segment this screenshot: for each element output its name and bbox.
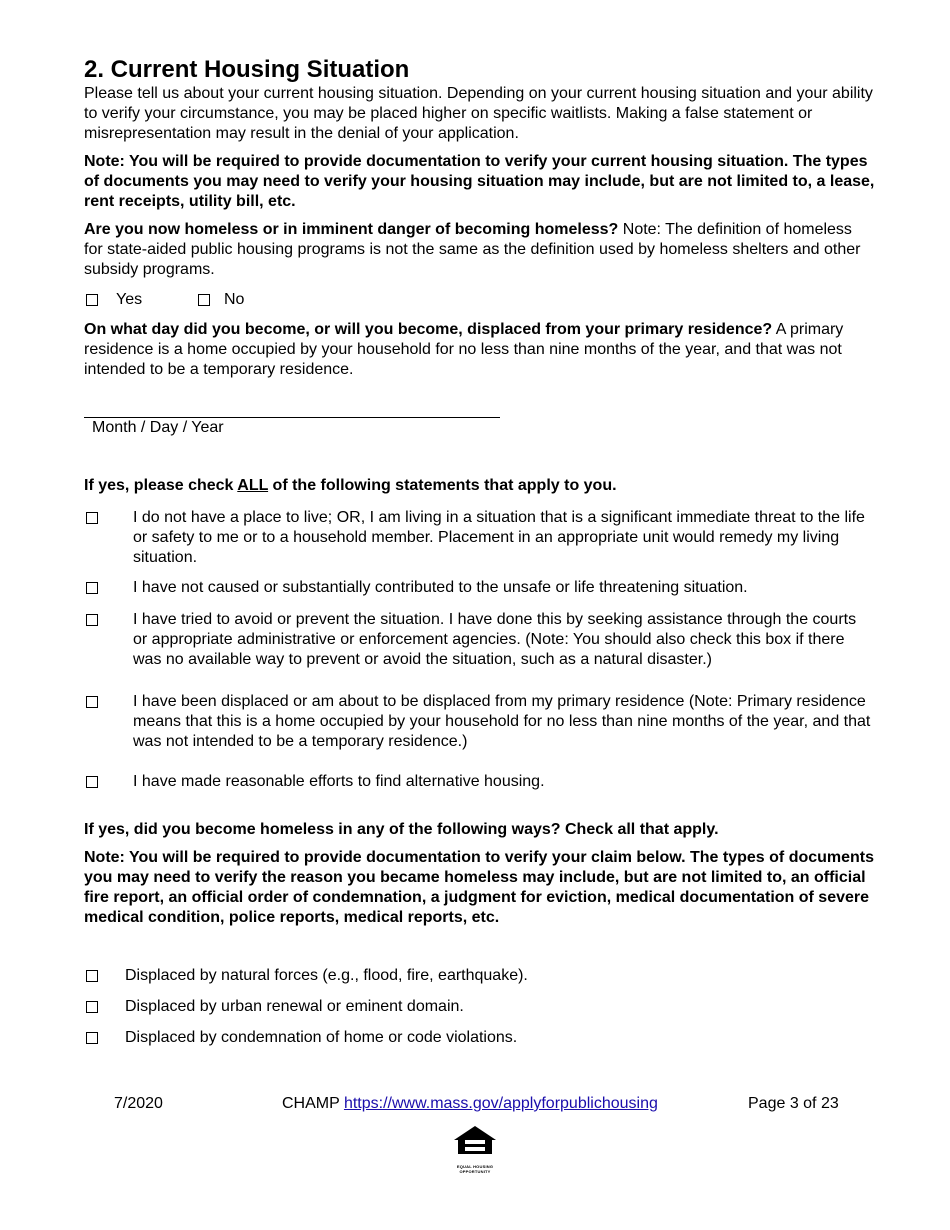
equal-housing-text: EQUAL HOUSING OPPORTUNITY <box>456 1164 494 1174</box>
no-checkbox[interactable] <box>198 294 210 306</box>
yes-label: Yes <box>116 291 143 308</box>
statement-checkbox-4[interactable] <box>86 696 98 708</box>
no-label: No <box>224 291 245 308</box>
statement-text-5: I have made reasonable efforts to find alternative housing. <box>133 773 545 790</box>
statement-text-1: I do not have a place to live; OR, I am living in a situation that is a significant immediate threat to the life or safety to me or to a household member. Placement in an appropriate unit would remedy my living situation. <box>133 509 865 566</box>
apply-public-housing-link[interactable]: https://www.mass.gov/applyforpublichousing <box>343 1095 658 1112</box>
statement-checkbox-5[interactable] <box>86 776 98 788</box>
homeless-question: Are you now homeless or in imminent danger of becoming homeless? Note: The definition of homeless for state-aided public housing programs is not the same as the definition used by homeless shelters and other subsidy programs. <box>84 221 861 278</box>
statement-text-3: I have tried to avoid or prevent the situation. I have done this by seeking assistance through the courts or appropriate administrative or enforcement agencies. (Note: You should also check this box if there was no available way to prevent or avoid the situation, such as a natural disaster.) <box>133 611 857 668</box>
footer-champ: CHAMP https://www.mass.gov/applyforpublichousing <box>282 1095 658 1112</box>
yes-checkbox[interactable] <box>86 294 98 306</box>
statement-checkbox-3[interactable] <box>86 614 98 626</box>
footer-page-number: Page 3 of 23 <box>748 1095 839 1112</box>
ways-documentation-note: Note: You will be required to provide documentation to verify your claim below. The types of documents you may need to verify the reason you became homeless may include, but are not limited to, an official fire report, an official order of condemnation, a judgment for eviction, medical documentation of severe medical condition, police reports, medical reports, etc. <box>84 849 875 926</box>
statement-text-2: I have not caused or substantially contributed to the unsafe or life threatening situation. <box>133 579 748 596</box>
displaced-question: On what day did you become, or will you become, displaced from your primary residence? A primary residence is a home occupied by your household for no less than nine months of the year, and that was not intended to be a temporary residence. <box>84 321 844 378</box>
date-label: Month / Day / Year <box>92 419 224 436</box>
way-text-urban-renewal: Displaced by urban renewal or eminent domain. <box>125 998 464 1015</box>
intro-text: Please tell us about your current housing situation. Depending on your current housing situation and your ability to verify your circumstance, you may be placed higher on specific waitlists. Making a false statement or misrepresentation may result in the denial of your application. <box>84 85 873 142</box>
way-checkbox-natural-forces[interactable] <box>86 970 98 982</box>
statement-checkbox-1[interactable] <box>86 512 98 524</box>
statement-checkbox-2[interactable] <box>86 582 98 594</box>
way-checkbox-condemnation[interactable] <box>86 1032 98 1044</box>
page-title: 2. Current Housing Situation <box>84 56 410 83</box>
statement-text-4: I have been displaced or am about to be displaced from my primary residence (Note: Primary residence means that this is a home occupied by your household for no less than nine months of the year, and that was not intended to be a temporary residence.) <box>133 693 871 750</box>
statements-heading: If yes, please check ALL of the following statements that apply to you. <box>84 477 617 494</box>
documentation-note: Note: You will be required to provide documentation to verify your current housing situation. The types of documents you may need to verify your housing situation may include, but are not limited to, a lease, rent receipts, utility bill, etc. <box>84 153 875 210</box>
way-checkbox-urban-renewal[interactable] <box>86 1001 98 1013</box>
way-text-natural-forces: Displaced by natural forces (e.g., flood, fire, earthquake). <box>125 967 528 984</box>
equal-housing-house-icon <box>450 1124 500 1158</box>
ways-heading: If yes, did you become homeless in any of the following ways? Check all that apply. <box>84 821 719 838</box>
way-text-condemnation: Displaced by condemnation of home or code violations. <box>125 1029 518 1046</box>
equal-housing-logo <box>450 1124 500 1174</box>
footer-date: 7/2020 <box>114 1095 163 1112</box>
